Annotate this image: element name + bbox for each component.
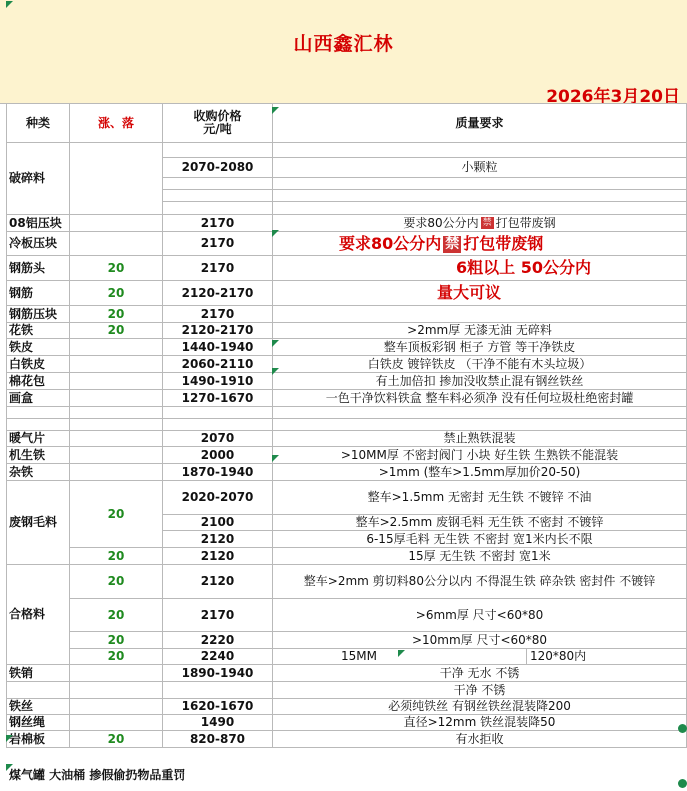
quality-cell (273, 202, 687, 215)
change-cell: 20 (70, 256, 163, 281)
price-cell: 2220 (163, 632, 273, 649)
table-row (7, 407, 687, 419)
price-cell: 2240 (163, 649, 273, 665)
price-cell: 1270-1670 (163, 390, 273, 407)
sheet-date: 2026年3月20日 (546, 87, 680, 107)
price-cell (163, 202, 273, 215)
quality-cell: 干净 无水 不锈 (273, 665, 687, 682)
change-cell (70, 215, 163, 232)
kind-cell: 冷板压块 (7, 232, 70, 256)
price-cell: 2170 (163, 232, 273, 256)
price-cell (163, 143, 273, 158)
kind-cell: 铁丝 (7, 699, 70, 715)
table-row (7, 699, 687, 715)
change-cell: 20 (70, 731, 163, 748)
selection-handle-icon[interactable] (678, 779, 687, 788)
change-cell (70, 143, 163, 215)
column-header-kind: 种类 (7, 104, 70, 143)
kind-cell: 白铁皮 (7, 356, 70, 373)
quality-cell: 白铁皮 镀锌铁皮 （干净不能有木头垃圾） (273, 356, 687, 373)
kind-cell: 暖气片 (7, 431, 70, 447)
change-cell (70, 232, 163, 256)
table-row (7, 431, 687, 447)
change-cell (70, 431, 163, 447)
price-header-line2: 元/吨 (203, 122, 232, 136)
company-title: 山西鑫汇林 (293, 33, 394, 55)
change-cell: 20 (70, 632, 163, 649)
quality-cell: 120*80内 (527, 649, 687, 665)
kind-cell: 合格料 (7, 565, 70, 665)
quality-cell: 一色干净饮料铁盒 整车料必须净 没有任何垃圾杜绝密封罐 (273, 390, 687, 407)
change-cell: 20 (70, 599, 163, 632)
change-cell (70, 390, 163, 407)
column-header-price (163, 104, 273, 143)
highlight-text: 要求80公分内 (339, 233, 442, 253)
price-cell: 2020-2070 (163, 481, 273, 515)
column-header-quality: 质量要求 (273, 104, 687, 143)
kind-cell (7, 407, 70, 419)
quality-cell: 整车>2.5mm 废钢毛料 无生铁 不密封 不镀锌 (273, 515, 687, 531)
change-cell (70, 419, 163, 431)
column-header-change: 涨、落 (70, 104, 163, 143)
kind-cell: 花铁 (7, 323, 70, 339)
quality-cell (273, 407, 687, 419)
price-cell: 2170 (163, 215, 273, 232)
table-row (7, 419, 687, 431)
quality-cell: 小颗粒 (273, 158, 687, 178)
table-row (7, 649, 687, 665)
quality-cell (273, 419, 687, 431)
price-cell: 1890-1940 (163, 665, 273, 682)
change-cell: 20 (70, 649, 163, 665)
comment-marker-icon (272, 455, 279, 462)
table-row (7, 339, 687, 356)
table-row (7, 215, 687, 232)
comment-marker-icon (6, 735, 13, 742)
price-cell (163, 682, 273, 699)
table-row (7, 447, 687, 464)
kind-cell (7, 419, 70, 431)
price-cell: 1490 (163, 715, 273, 731)
change-cell (70, 356, 163, 373)
price-cell: 2170 (163, 256, 273, 281)
table-row (7, 323, 687, 339)
price-table (6, 103, 687, 748)
quality-cell: 禁止熟铁混装 (273, 431, 687, 447)
table-row (7, 256, 687, 281)
change-cell (70, 447, 163, 464)
comment-marker-icon (272, 230, 279, 237)
change-cell (70, 339, 163, 356)
quality-cell: 干净 不锈 (273, 682, 687, 699)
kind-cell: 钢丝绳 (7, 715, 70, 731)
change-cell: 20 (70, 565, 163, 599)
quality-cell: 有水拒收 (273, 731, 687, 748)
price-cell: 2000 (163, 447, 273, 464)
kind-cell: 钢筋 (7, 281, 70, 306)
comment-marker-icon (398, 650, 405, 657)
quality-cell: 直径>12mm 铁丝混装降50 (273, 715, 687, 731)
quality-cell (273, 215, 687, 232)
kind-cell: 08铝压块 (7, 215, 70, 232)
change-cell (70, 373, 163, 390)
quality-cell (273, 143, 687, 158)
kind-cell: 钢筋压块 (7, 306, 70, 323)
table-row (7, 565, 687, 599)
quality-text: 要求80公分内 (403, 215, 479, 230)
table-row (7, 306, 687, 323)
quality-cell: 必须纯铁丝 有钢丝铁丝混装降200 (273, 699, 687, 715)
price-cell: 2070 (163, 431, 273, 447)
highlight-note: 6粗以上 50公分内 (273, 256, 687, 281)
change-cell: 20 (70, 548, 163, 565)
quality-cell: >10mm厚 尺寸<60*80 (273, 632, 687, 649)
quality-cell: 有土加倍扣 掺加没收禁止混有钢丝铁丝 (273, 373, 687, 390)
highlight-note: 量大可议 (273, 281, 687, 306)
change-cell: 20 (70, 481, 163, 548)
table-row (7, 715, 687, 731)
table-row (7, 281, 687, 306)
price-cell: 2100 (163, 515, 273, 531)
price-cell (163, 407, 273, 419)
table-row (7, 548, 687, 565)
kind-cell: 钢筋头 (7, 256, 70, 281)
kind-cell: 机生铁 (7, 447, 70, 464)
highlight-text: 打包带废钢 (463, 233, 544, 253)
table-row (7, 682, 687, 699)
quality-text: 打包带废钢 (495, 215, 556, 230)
quality-cell: 整车顶板彩钢 柜子 方管 等干净铁皮 (273, 339, 687, 356)
price-cell: 2120 (163, 548, 273, 565)
change-cell: 20 (70, 281, 163, 306)
price-cell: 820-870 (163, 731, 273, 748)
kind-cell: 废钢毛料 (7, 481, 70, 565)
table-row (7, 464, 687, 481)
table-row (7, 356, 687, 373)
price-cell (163, 190, 273, 202)
table-row (7, 599, 687, 632)
selection-handle-icon[interactable] (678, 724, 687, 733)
change-cell (70, 407, 163, 419)
highlight-note (273, 232, 687, 256)
quality-cell (273, 178, 687, 190)
change-cell (70, 715, 163, 731)
quality-cell: 15MM (273, 649, 527, 665)
price-cell (163, 419, 273, 431)
price-cell: 2170 (163, 306, 273, 323)
change-cell (70, 699, 163, 715)
kind-cell: 棉花包 (7, 373, 70, 390)
comment-marker-icon (6, 1, 13, 8)
quality-cell (273, 306, 687, 323)
change-cell (70, 464, 163, 481)
quality-cell (273, 190, 687, 202)
kind-cell: 画盒 (7, 390, 70, 407)
ban-badge: 禁 (482, 218, 492, 228)
price-cell: 1490-1910 (163, 373, 273, 390)
price-cell: 2060-2110 (163, 356, 273, 373)
change-cell: 20 (70, 306, 163, 323)
price-cell (163, 178, 273, 190)
quality-cell: >6mm厚 尺寸<60*80 (273, 599, 687, 632)
comment-marker-icon (272, 368, 279, 375)
table-header-row (7, 104, 687, 143)
kind-cell: 杂铁 (7, 464, 70, 481)
price-cell: 1620-1670 (163, 699, 273, 715)
table-row (7, 143, 687, 158)
table-row (7, 390, 687, 407)
price-cell: 2120-2170 (163, 281, 273, 306)
footer-note: 煤气罐 大油桶 掺假偷扔物品重罚 (9, 768, 186, 782)
price-cell: 2170 (163, 599, 273, 632)
price-cell: 2070-2080 (163, 158, 273, 178)
quality-cell: 6-15厚毛料 无生铁 不密封 宽1米内长不限 (273, 531, 687, 548)
price-cell: 2120 (163, 531, 273, 548)
kind-cell: 破碎料 (7, 143, 70, 215)
change-cell: 20 (70, 323, 163, 339)
kind-cell: 铁销 (7, 665, 70, 682)
table-row (7, 232, 687, 256)
quality-cell: >1mm (整车>1.5mm厚加价20-50) (273, 464, 687, 481)
quality-cell: 整车>1.5mm 无密封 无生铁 不镀锌 不油 (273, 481, 687, 515)
table-row (7, 373, 687, 390)
quality-cell: >2mm厚 无漆无油 无碎料 (273, 323, 687, 339)
table-row (7, 481, 687, 515)
quality-cell: 整车>2mm 剪切料80公分以内 不得混生铁 碎杂铁 密封件 不镀锌 (273, 565, 687, 599)
price-cell: 1440-1940 (163, 339, 273, 356)
change-cell (70, 665, 163, 682)
price-cell: 1870-1940 (163, 464, 273, 481)
ban-badge: 禁 (445, 235, 460, 252)
comment-marker-icon (272, 107, 279, 114)
kind-cell: 铁皮 (7, 339, 70, 356)
quality-cell: 15厚 无生铁 不密封 宽1米 (273, 548, 687, 565)
sheet-header (0, 0, 687, 107)
kind-cell: 岩棉板 (7, 731, 70, 748)
table-row (7, 731, 687, 748)
price-header-line1: 收购价格 (193, 109, 242, 123)
kind-cell (7, 682, 70, 699)
comment-marker-icon (272, 340, 279, 347)
table-row (7, 632, 687, 649)
quality-cell: >10MM厚 不密封阀门 小块 好生铁 生熟铁不能混装 (273, 447, 687, 464)
table-row (7, 665, 687, 682)
price-cell: 2120-2170 (163, 323, 273, 339)
price-cell: 2120 (163, 565, 273, 599)
change-cell (70, 682, 163, 699)
